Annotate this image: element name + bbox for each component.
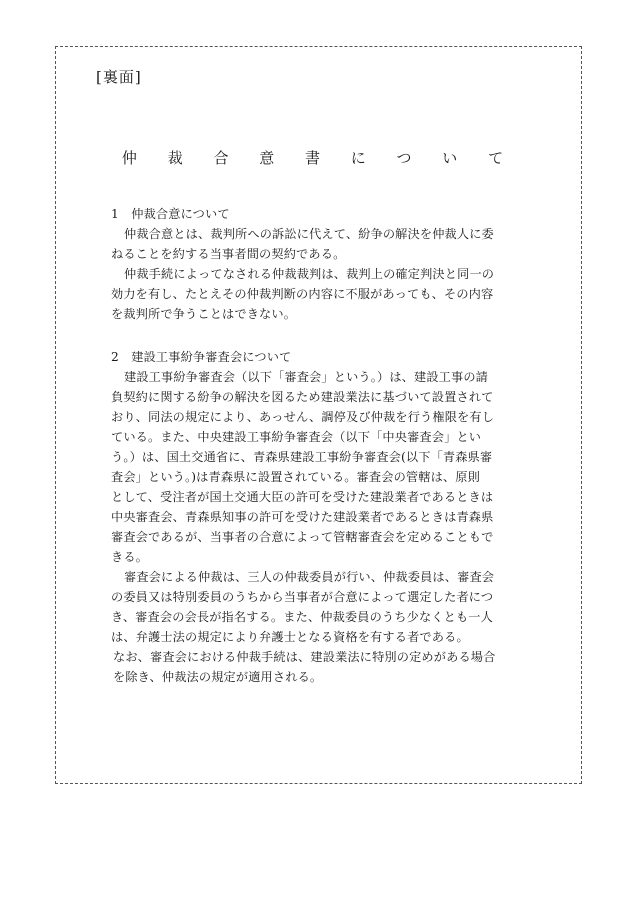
paragraph-line: 仲裁合意とは、裁判所への訴訟に代えて、紛争の解決を仲裁人に委	[124, 227, 494, 241]
paragraph-line: を裁判所で争うことはできない。	[111, 307, 297, 321]
paragraph-line: を除き、仲裁法の規定が適用される。	[113, 670, 323, 684]
paragraph-line: う。）は、国土交通省に、青森県建設工事紛争審査会(以下「青森県審	[111, 450, 493, 464]
paragraph-line: きる。	[111, 550, 149, 564]
paragraph-line: 審査会による仲裁は、三人の仲裁委員が行い、仲裁委員は、審査会	[124, 570, 495, 584]
section-heading-2: 2 建設工事紛争審査会について	[111, 350, 292, 364]
paragraph-line: き、審査会の会長が指名する。また、仲裁委員のうち少なくとも一人	[111, 610, 493, 624]
paragraph-line: 仲裁手続によってなされる仲裁裁判は、裁判上の確定判決と同一の	[124, 267, 495, 281]
paragraph-line: 効力を有し、たとえその仲裁判断の内容に不服があっても、その内容	[111, 287, 494, 301]
paragraph-line: おり、同法の規定により、あっせん、調停及び仲裁を行う権限を有し	[111, 410, 495, 424]
paragraph-line: として、受注者が国土交通大臣の許可を受けた建設業者であるときは	[111, 490, 494, 504]
side-label: [裏面]	[96, 68, 142, 86]
section-heading-1: 1 仲裁合意について	[111, 207, 230, 221]
paragraph-line: なお、審査会における仲裁手続は、建設業法に特別の定めがある場合	[113, 650, 496, 664]
paragraph-line: 査会」という。)は青森県に設置されている。審査会の管轄は、原則	[111, 470, 480, 484]
page-title: 仲 裁 合 意 書 に つ い て	[121, 149, 517, 167]
paragraph-line: 審査会であるが、当事者の合意によって管轄審査会を定めることもで	[111, 530, 494, 544]
paragraph-line: 建設工事紛争審査会（以下「審査会」という。）は、建設工事の請	[124, 370, 489, 384]
paragraph-line: の委員又は特別委員のうちから当事者が合意によって選定した者につ	[111, 590, 494, 604]
paragraph-line: 負契約に関する紛争の解決を図るため建設業法に基づいて設置されて	[111, 390, 494, 404]
paragraph-line: は、弁護士法の規定により弁護士となる資格を有する者である。	[111, 630, 469, 644]
paragraph-line: ている。また、中央建設工事紛争審査会（以下「中央審査会」とい	[111, 430, 482, 444]
paragraph-line: 中央審査会、青森県知事の許可を受けた建設業者であるときは青森県	[111, 510, 494, 524]
paragraph-line: ねることを約する当事者間の契約である。	[111, 247, 346, 261]
